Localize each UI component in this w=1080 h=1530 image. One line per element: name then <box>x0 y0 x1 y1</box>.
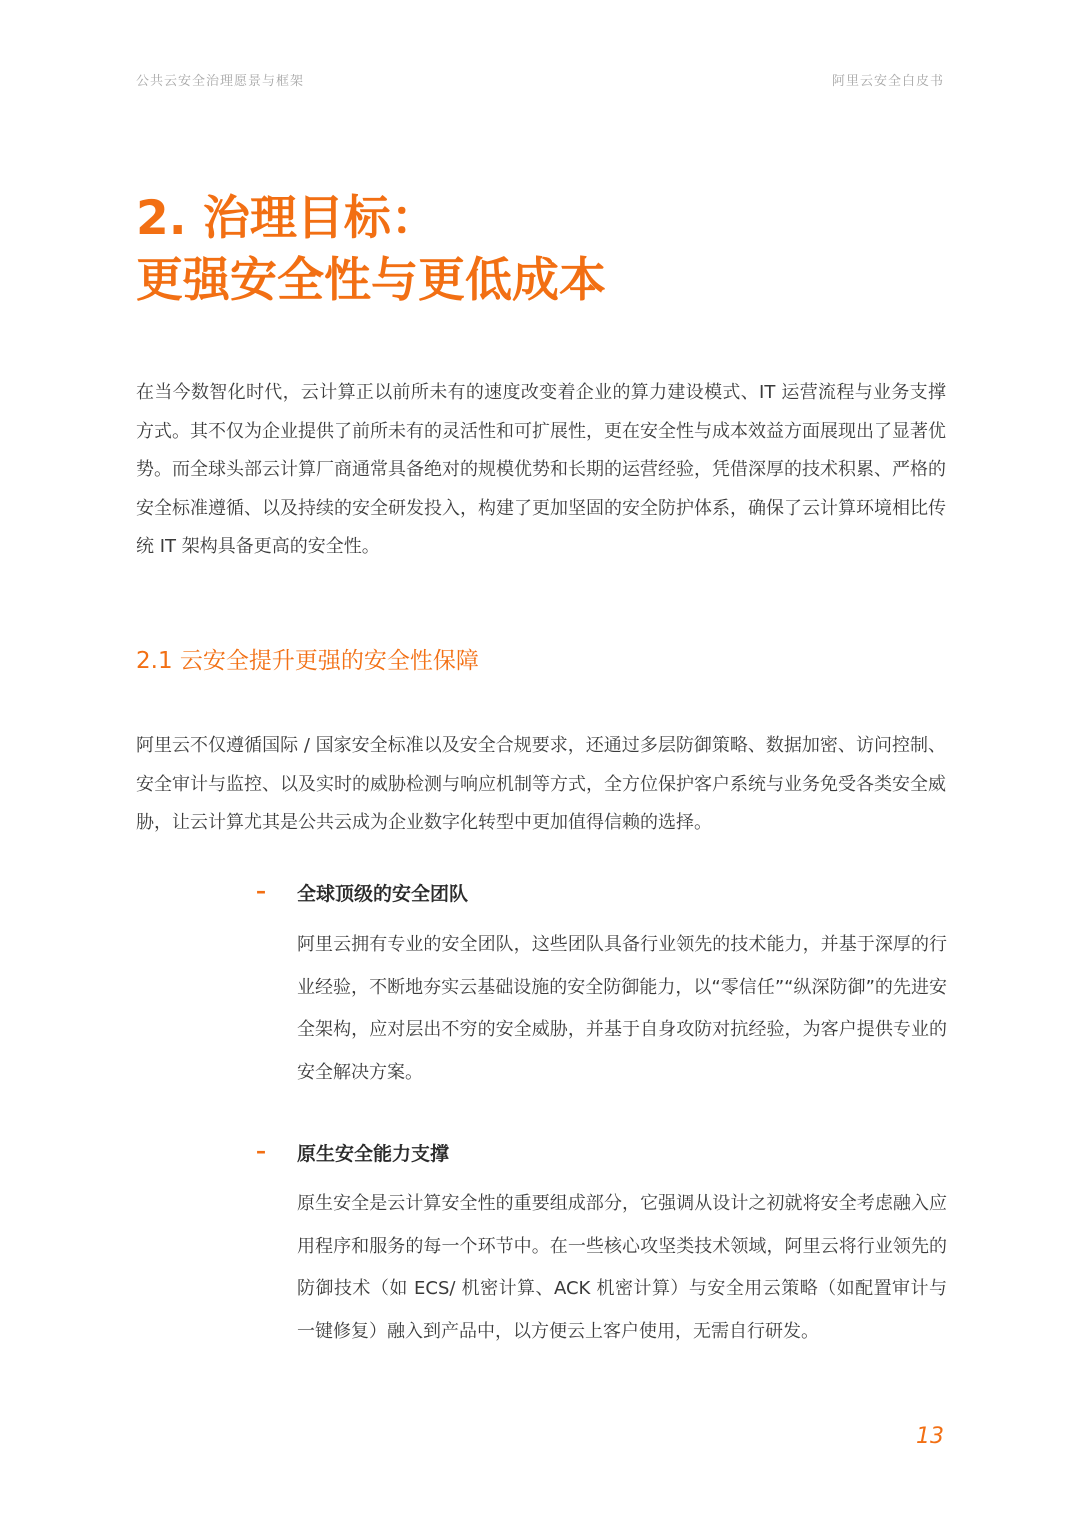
page-number: 13 <box>916 1424 944 1449</box>
list-item-heading: 全球顶级的安全团队 <box>297 883 469 905</box>
list-item-dash: – <box>256 879 266 903</box>
list-item-body: 原生安全是云计算安全性的重要组成部分，它强调从设计之初就将安全考虑融入应用程序和服务的每一个环节中。在一些核心攻坚类技术领域，阿里云将行业领先的防御技术（如 ECS/ 机密计算、ACK 机密计算）与安全用云策略（如配置审计与一键修复）融入到产品中，以方便云上客户使用，无需自行研发。 <box>297 1193 947 1342</box>
list-item-body: 阿里云拥有专业的安全团队，这些团队具备行业领先的技术能力，并基于深厚的行业经验，不断地夯实云基础设施的安全防御能力，以“零信任”“纵深防御”的先进安全架构，应对层出不穷的安全威胁，并基于自身攻防对抗经验，为客户提供专业的安全解决方案。 <box>297 934 947 1083</box>
chapter-title-line-1: 2. 治理目标： <box>136 191 438 246</box>
list-item-heading: 原生安全能力支撑 <box>297 1143 450 1165</box>
list-item-dash: – <box>256 1139 266 1163</box>
section-intro-paragraph: 阿里云不仅遵循国际 / 国家安全标准以及安全合规要求，还通过多层防御策略、数据加密、访问控制、安全审计与监控、以及实时的威胁检测与响应机制等方式，全方位保护客户系统与业务免受各类安全威胁，让云计算尤其是公共云成为企业数字化转型中更加值得信赖的选择。 <box>136 735 946 833</box>
running-header-right: 阿里云安全白皮书 <box>831 74 944 89</box>
chapter-title <box>136 188 606 312</box>
section-title: 2.1 云安全提升更强的安全性保障 <box>136 648 479 674</box>
intro-paragraph: 在当今数智化时代，云计算正以前所未有的速度改变着企业的算力建设模式、IT 运营流程与业务支撑方式。其不仅为企业提供了前所未有的灵活性和可扩展性，更在安全性与成本效益方面展现出了显著优势。而全球头部云计算厂商通常具备绝对的规模优势和长期的运营经验，凭借深厚的技术积累、严格的安全标准遵循、以及持续的安全研发投入，构建了更加坚固的安全防护体系，确保了云计算环境相比传统 IT 架构具备更高的安全性。 <box>136 382 946 557</box>
running-header-left: 公共云安全治理愿景与框架 <box>136 74 305 89</box>
chapter-title-line-2: 更强安全性与更低成本 <box>136 253 606 308</box>
